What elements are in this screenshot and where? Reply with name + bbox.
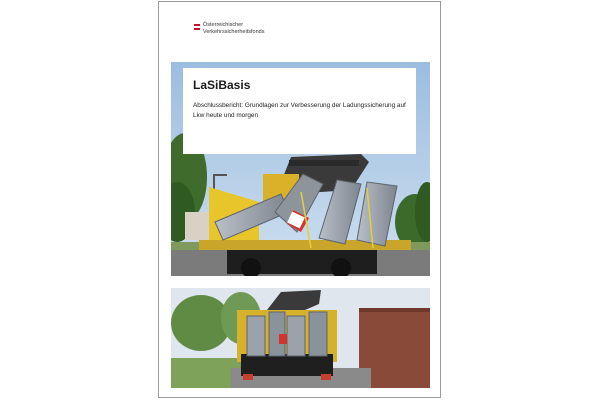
publisher-name-line1: Österreichischer	[203, 22, 244, 28]
publisher-name-line2: Verkehrssicherheitsfonds	[203, 29, 265, 35]
report-subtitle: Abschlussbericht: Grundlagen zur Verbesserung der Ladungssicherung auf Lkw heute und morgen	[193, 102, 406, 119]
truck-rear-beams-photo	[171, 288, 430, 388]
report-title: LaSiBasis	[193, 78, 251, 92]
austria-flag-icon	[194, 24, 200, 30]
title-box	[183, 68, 416, 154]
publisher-name	[203, 22, 323, 36]
report-cover-page	[158, 1, 441, 398]
